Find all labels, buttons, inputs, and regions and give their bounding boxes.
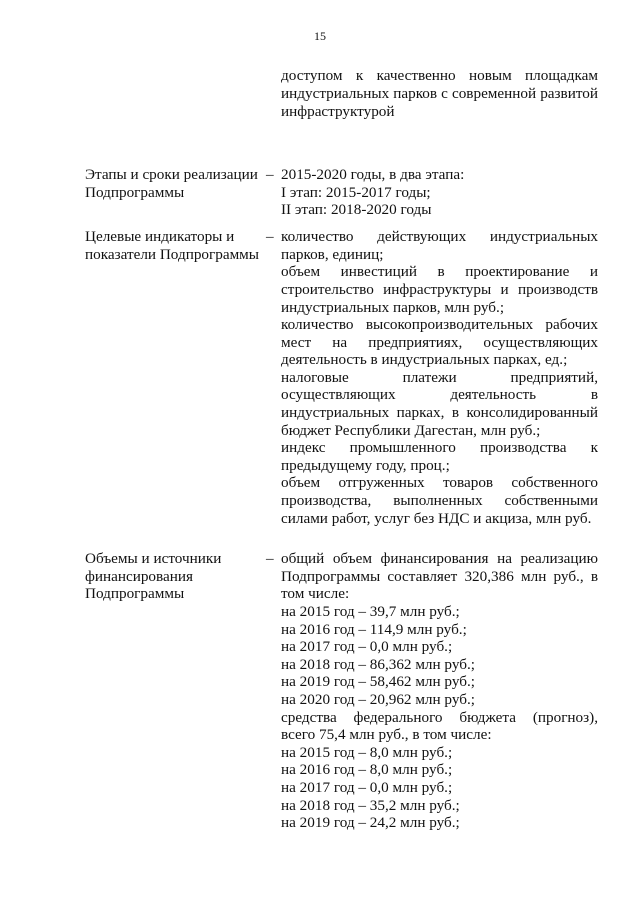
indicators-value-line: индустриальных парках, в консолидированный bbox=[281, 404, 598, 421]
section-label-stages: Этапы и сроки реализации bbox=[85, 166, 258, 183]
financing-value-line: на 2018 год – 86,362 млн руб.; bbox=[281, 656, 475, 673]
financing-value-line: на 2016 год – 8,0 млн руб.; bbox=[281, 761, 453, 778]
section-label-financing: Объемы и источники bbox=[85, 550, 222, 567]
indicators-value-line: деятельность в индустриальных парках, ед.; bbox=[281, 351, 568, 368]
financing-value-line: на 2017 год – 0,0 млн руб.; bbox=[281, 638, 453, 655]
intro-line: индустриальных парков с современной развитой bbox=[281, 85, 598, 102]
financing-value-line: на 2015 год – 39,7 млн руб.; bbox=[281, 603, 460, 620]
indicators-value-line: мест на предприятиях, осуществляющих bbox=[281, 334, 598, 351]
section-dash: – bbox=[266, 166, 274, 183]
indicators-value-line: силами работ, услуг без НДС и акциза, млн руб. bbox=[281, 510, 592, 527]
indicators-value-line: бюджет Республики Дагестан, млн руб.; bbox=[281, 422, 541, 439]
page-number: 15 bbox=[314, 29, 326, 43]
financing-value-line: на 2017 год – 0,0 млн руб.; bbox=[281, 779, 453, 796]
indicators-value-line: налоговые платежи предприятий, bbox=[281, 369, 598, 386]
financing-value-line: средства федерального бюджета (прогноз), bbox=[281, 709, 598, 726]
financing-value-line: на 2015 год – 8,0 млн руб.; bbox=[281, 744, 453, 761]
financing-value-line: на 2019 год – 24,2 млн руб.; bbox=[281, 814, 460, 831]
financing-value-line: на 2016 год – 114,9 млн руб.; bbox=[281, 621, 467, 638]
section-label-indicators: Целевые индикаторы и bbox=[85, 228, 235, 245]
financing-value-line: общий объем финансирования на реализацию bbox=[281, 550, 598, 567]
section-label-financing: Подпрограммы bbox=[85, 585, 185, 602]
stages-value-line: 2015-2020 годы, в два этапа: bbox=[281, 166, 465, 183]
indicators-value-line: предыдущему году, проц.; bbox=[281, 457, 450, 474]
indicators-value-line: осуществляющих деятельность в bbox=[281, 386, 598, 403]
indicators-value-line: индустриальных парков, млн руб.; bbox=[281, 299, 505, 316]
financing-value-line: на 2019 год – 58,462 млн руб.; bbox=[281, 673, 475, 690]
section-dash: – bbox=[266, 550, 274, 567]
stages-value-line: II этап: 2018-2020 годы bbox=[281, 201, 432, 218]
financing-value-line: на 2020 год – 20,962 млн руб.; bbox=[281, 691, 475, 708]
intro-line: доступом к качественно новым площадкам bbox=[281, 67, 598, 84]
financing-value-line: Подпрограммы составляет 320,386 млн руб., в bbox=[281, 568, 598, 585]
section-label-indicators: показатели Подпрограммы bbox=[85, 246, 259, 263]
financing-value-line: всего 75,4 млн руб., в том числе: bbox=[281, 726, 492, 743]
stages-value-line: I этап: 2015-2017 годы; bbox=[281, 184, 431, 201]
indicators-value-line: производства, выполненных собственными bbox=[281, 492, 598, 509]
indicators-value-line: индекс промышленного производства к bbox=[281, 439, 598, 456]
financing-value-line: на 2018 год – 35,2 млн руб.; bbox=[281, 797, 460, 814]
indicators-value-line: объем инвестиций в проектирование и bbox=[281, 263, 598, 280]
indicators-value-line: строительство инфраструктуры и производств bbox=[281, 281, 598, 298]
section-label-stages: Подпрограммы bbox=[85, 184, 185, 201]
intro-line: инфраструктурой bbox=[281, 103, 395, 120]
section-label-financing: финансирования bbox=[85, 568, 193, 585]
indicators-value-line: количество высокопроизводительных рабочих bbox=[281, 316, 598, 333]
indicators-value-line: количество действующих индустриальных bbox=[281, 228, 598, 245]
section-dash: – bbox=[266, 228, 274, 245]
indicators-value-line: объем отгруженных товаров собственного bbox=[281, 474, 598, 491]
indicators-value-line: парков, единиц; bbox=[281, 246, 384, 263]
financing-value-line: том числе: bbox=[281, 585, 350, 602]
